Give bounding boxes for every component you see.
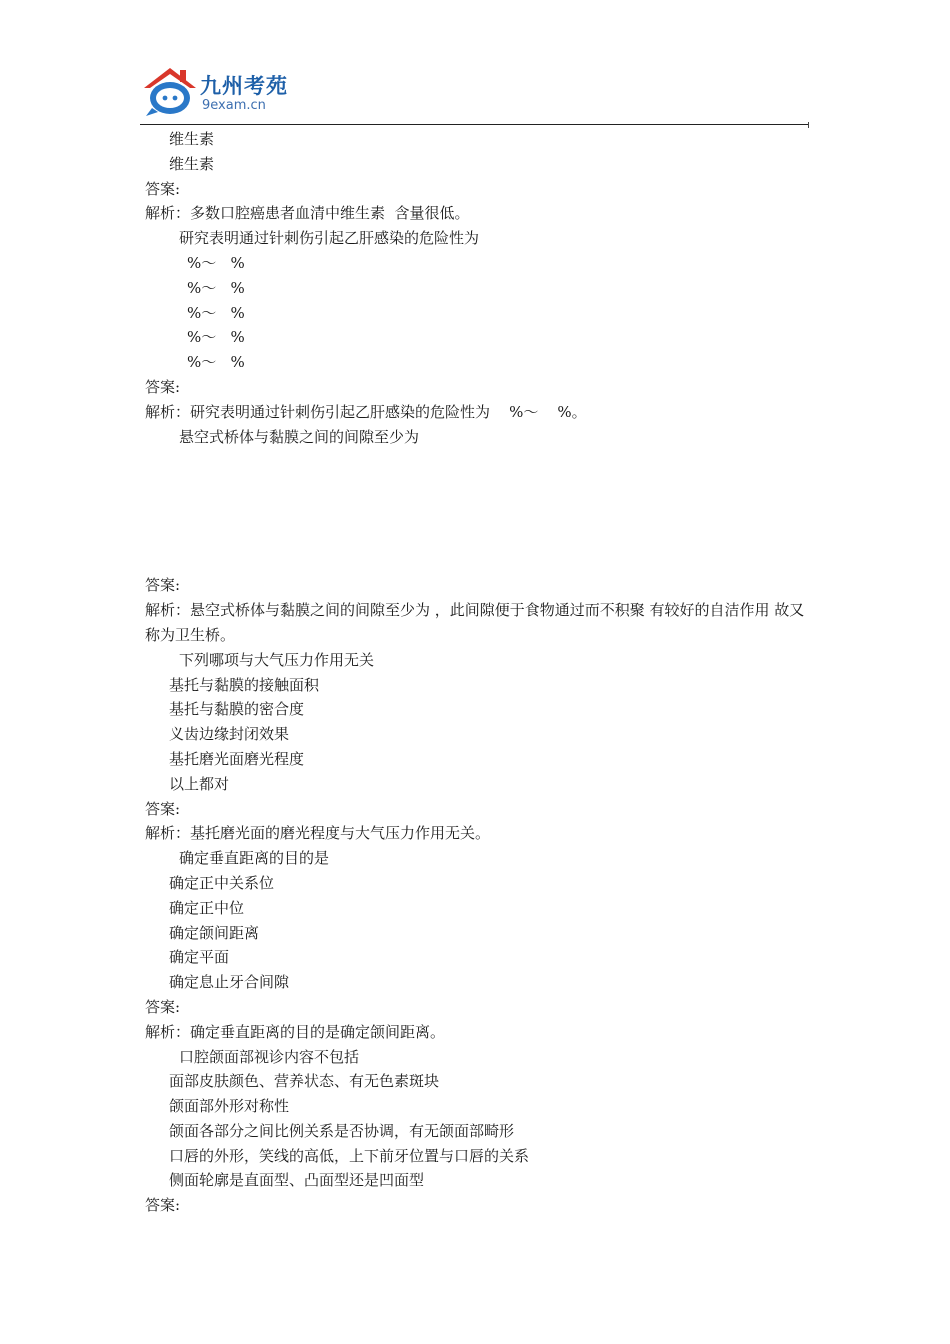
document-line: %～ % [187, 278, 245, 297]
document-line: 研究表明通过针刺伤引起乙肝感染的危险性为 [179, 229, 480, 248]
document-line: %～ % [187, 253, 245, 272]
brand-url: 9exam.cn [202, 98, 266, 113]
document-line: 基托磨光面磨光程度 [169, 749, 305, 768]
document-line: 确定息止牙合间隙 [169, 973, 290, 992]
document-line: 解析：研究表明通过针刺伤引起乙肝感染的危险性为 %～ %。 [145, 402, 587, 421]
text-block-bottom [145, 573, 813, 1218]
document-body [145, 127, 813, 1218]
document-line: 解析：悬空式桥体与黏膜之间的间隙至少为 ，此间隙便于食物通过而不积聚 有较好的自洁作用 故又称为卫生桥。 [145, 601, 805, 644]
document-line: 答案: [145, 179, 181, 198]
header-divider [140, 124, 809, 125]
document-line: 确定平面 [169, 948, 230, 967]
document-line: 基托与黏膜的接触面积 [169, 675, 320, 694]
document-line: 解析：多数口腔癌患者血清中维生素 含量很低。 [145, 204, 470, 223]
document-line: 颌面各部分之间比例关系是否协调，有无颌面部畸形 [169, 1121, 515, 1140]
document-line: 答案: [145, 799, 181, 818]
document-line: 答案: [145, 576, 181, 595]
document-line: 口腔颌面部视诊内容不包括 [179, 1047, 360, 1066]
document-line: 口唇的外形，笑线的高低，上下前牙位置与口唇的关系 [169, 1146, 530, 1165]
document-line: 基托与黏膜的密合度 [169, 700, 305, 719]
text-block-top [145, 127, 813, 449]
document-line: 确定正中位 [169, 898, 245, 917]
document-line: 答案: [145, 997, 181, 1016]
document-line: 义齿边缘封闭效果 [169, 725, 290, 744]
document-line: 答案: [145, 1196, 181, 1215]
brand-name: 九州考苑 [200, 74, 288, 98]
document-line: 解析：基托磨光面的磨光程度与大气压力作用无关。 [145, 824, 491, 843]
document-line: 维生素 [169, 130, 215, 148]
document-line: %～ % [187, 303, 245, 322]
document-line: 答案: [145, 377, 181, 396]
page-header [140, 62, 820, 128]
document-line: 解析：确定垂直距离的目的是确定颌间距离。 [145, 1022, 446, 1041]
document-line: 以上都对 [169, 774, 230, 793]
document-line: 确定颌间距离 [169, 923, 260, 942]
blank-space [145, 449, 813, 573]
document-line: 下列哪项与大气压力作用无关 [179, 650, 375, 669]
document-line: 确定垂直距离的目的是 [179, 849, 330, 868]
document-line: 面部皮肤颜色、营养状态、有无色素斑块 [169, 1072, 440, 1091]
document-line: 侧面轮廓是直面型、凸面型还是凹面型 [169, 1171, 425, 1190]
document-line: 确定正中关系位 [169, 873, 275, 892]
document-line: 颌面部外形对称性 [169, 1097, 290, 1116]
document-line: 维生素 [169, 154, 215, 173]
document-line: %～ % [187, 328, 245, 347]
school-house-logo-icon [140, 62, 200, 120]
document-line: %～ % [187, 353, 245, 372]
document-line: 悬空式桥体与黏膜之间的间隙至少为 [179, 427, 420, 446]
